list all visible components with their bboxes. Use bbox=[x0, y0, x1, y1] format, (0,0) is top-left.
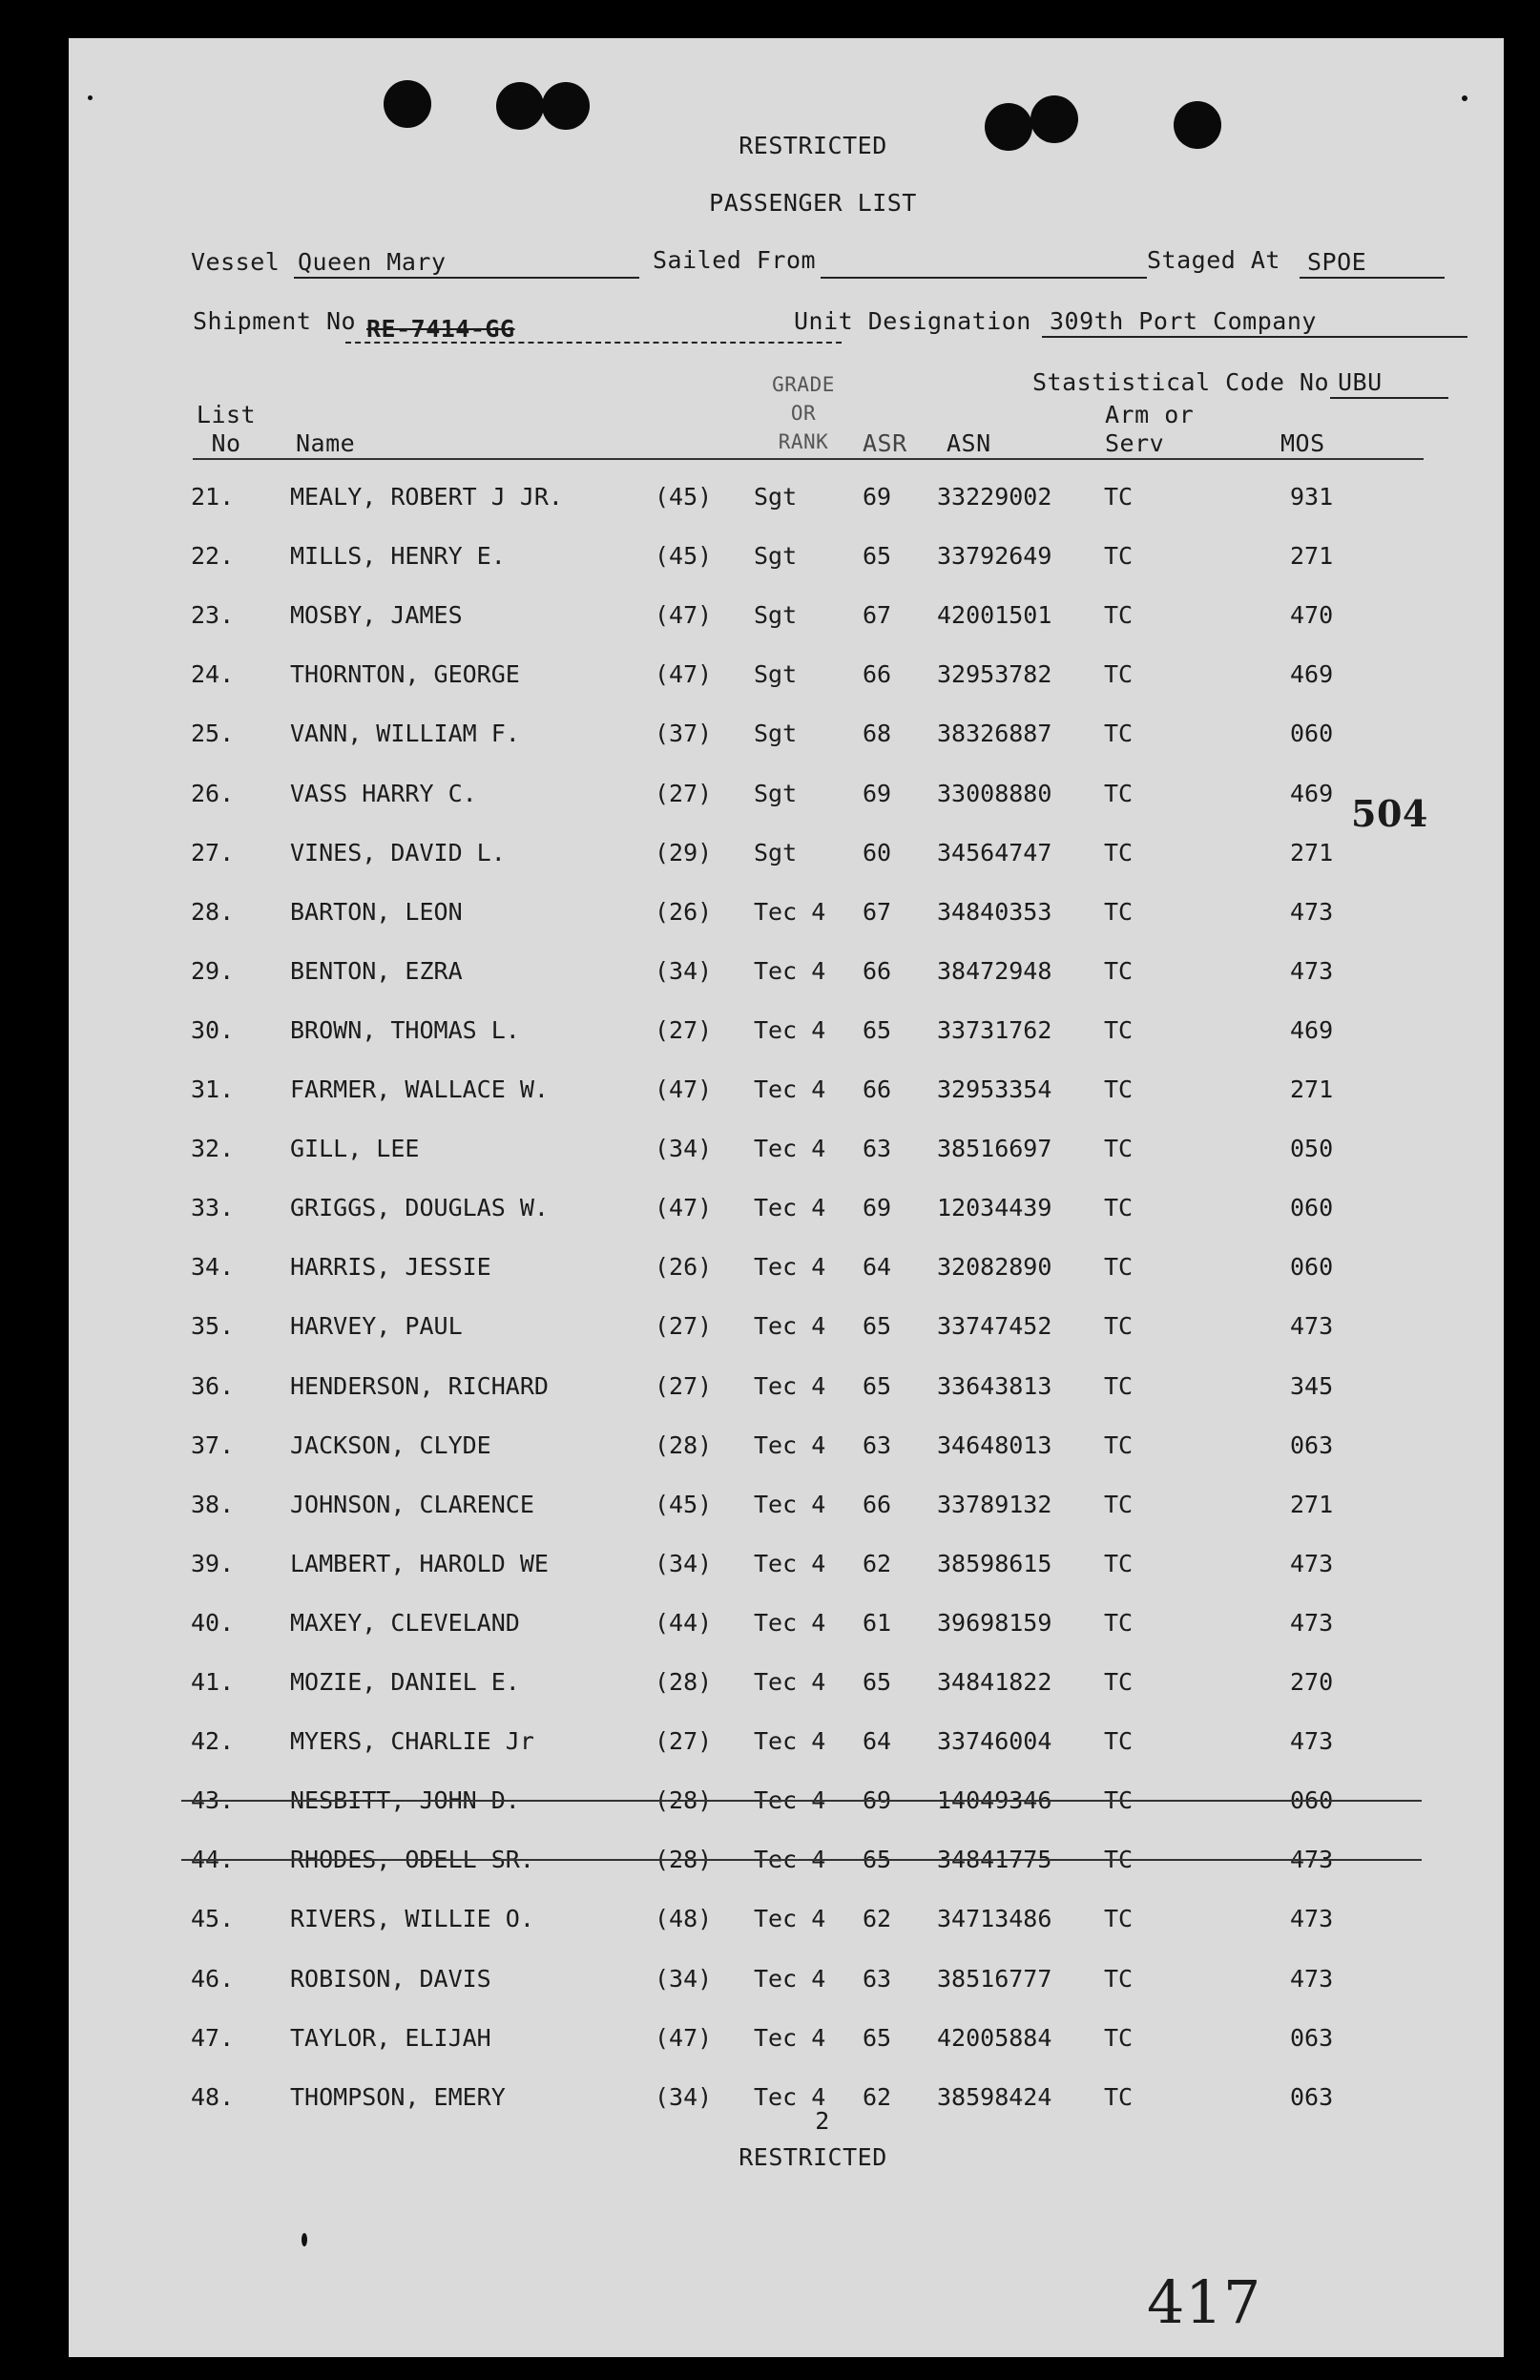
arm-cell: TC bbox=[1104, 1015, 1134, 1044]
stamp-number: 504 bbox=[1351, 792, 1428, 835]
arm-cell: TC bbox=[1104, 1194, 1134, 1222]
table-row bbox=[69, 1135, 1504, 1173]
rank-cell: Tec 4 bbox=[754, 1786, 826, 1815]
list-no-cell: 27. bbox=[191, 838, 235, 866]
list-no-cell: 38. bbox=[191, 1490, 235, 1518]
vessel-label: Vessel bbox=[191, 248, 281, 276]
asn-cell: 33643813 bbox=[937, 1371, 1052, 1400]
asn-cell: 33792649 bbox=[937, 542, 1052, 571]
age-cell: (48) bbox=[655, 1905, 713, 1933]
mos-cell: 470 bbox=[1290, 601, 1334, 630]
rank-cell: Sgt bbox=[754, 838, 798, 866]
asr-cell: 65 bbox=[863, 542, 892, 571]
table-row bbox=[69, 1253, 1504, 1291]
punch-hole-icon bbox=[384, 80, 431, 128]
rank-cell: Tec 4 bbox=[754, 1727, 826, 1756]
asn-cell: 34564747 bbox=[937, 838, 1052, 866]
asr-cell: 65 bbox=[863, 1015, 892, 1044]
list-no-cell: 43. bbox=[191, 1786, 235, 1815]
asn-cell: 42005884 bbox=[937, 2023, 1052, 2052]
table-row bbox=[69, 839, 1504, 877]
table-row bbox=[69, 898, 1504, 936]
arm-cell: TC bbox=[1104, 1608, 1134, 1637]
stat-code-underline bbox=[1330, 397, 1448, 399]
asr-cell: 64 bbox=[863, 1727, 892, 1756]
rank-cell: Tec 4 bbox=[754, 1015, 826, 1044]
asn-cell: 38516777 bbox=[937, 1964, 1052, 1993]
age-cell: (45) bbox=[655, 483, 713, 511]
shipment-underline bbox=[345, 342, 842, 344]
rank-cell: Tec 4 bbox=[754, 1312, 826, 1341]
age-cell: (27) bbox=[655, 1727, 713, 1756]
table-row bbox=[69, 2083, 1504, 2121]
list-no-cell: 23. bbox=[191, 601, 235, 630]
col-asn: ASN bbox=[947, 429, 991, 457]
table-row bbox=[69, 1312, 1504, 1350]
asn-cell: 33789132 bbox=[937, 1490, 1052, 1518]
age-cell: (34) bbox=[655, 1135, 713, 1163]
list-no-cell: 24. bbox=[191, 660, 235, 689]
table-row bbox=[69, 2024, 1504, 2062]
asr-cell: 64 bbox=[863, 1253, 892, 1282]
list-no-cell: 26. bbox=[191, 779, 235, 807]
name-cell: MOZIE, DANIEL E. bbox=[290, 1668, 520, 1696]
classification-bottom: RESTRICTED bbox=[739, 2143, 887, 2171]
asn-cell: 34841822 bbox=[937, 1668, 1052, 1696]
vessel-value: Queen Mary bbox=[298, 248, 447, 276]
asn-cell: 33008880 bbox=[937, 779, 1052, 807]
punch-hole-icon bbox=[496, 82, 544, 130]
mos-cell: 469 bbox=[1290, 1015, 1334, 1044]
rank-cell: Tec 4 bbox=[754, 1253, 826, 1282]
arm-cell: TC bbox=[1104, 1727, 1134, 1756]
table-row bbox=[69, 483, 1504, 521]
unit-value: 309th Port Company bbox=[1050, 307, 1317, 335]
rank-cell: Tec 4 bbox=[754, 1371, 826, 1400]
rank-cell: Sgt bbox=[754, 483, 798, 511]
col-arm: Arm or Serv bbox=[1105, 401, 1195, 457]
arm-cell: TC bbox=[1104, 1846, 1134, 1874]
age-cell: (29) bbox=[655, 838, 713, 866]
age-cell: (27) bbox=[655, 1312, 713, 1341]
table-row bbox=[69, 1194, 1504, 1232]
age-cell: (45) bbox=[655, 542, 713, 571]
mos-cell: 060 bbox=[1290, 1786, 1334, 1815]
name-cell: MEALY, ROBERT J JR. bbox=[290, 483, 563, 511]
handwritten-number: 417 bbox=[1147, 2267, 1261, 2337]
asr-cell: 62 bbox=[863, 1549, 892, 1577]
arm-cell: TC bbox=[1104, 1964, 1134, 1993]
table-row bbox=[69, 720, 1504, 758]
asn-cell: 32082890 bbox=[937, 1253, 1052, 1282]
asr-cell: 65 bbox=[863, 1371, 892, 1400]
table-row bbox=[69, 1609, 1504, 1647]
arm-cell: TC bbox=[1104, 1135, 1134, 1163]
arm-cell: TC bbox=[1104, 897, 1134, 926]
asn-cell: 32953782 bbox=[937, 660, 1052, 689]
age-cell: (47) bbox=[655, 2023, 713, 2052]
name-cell: THORNTON, GEORGE bbox=[290, 660, 520, 689]
rank-cell: Sgt bbox=[754, 720, 798, 748]
header-rule bbox=[193, 458, 1424, 460]
list-no-cell: 22. bbox=[191, 542, 235, 571]
name-cell: JACKSON, CLYDE bbox=[290, 1430, 491, 1459]
list-no-cell: 31. bbox=[191, 1075, 235, 1103]
age-cell: (28) bbox=[655, 1846, 713, 1874]
document-title: PASSENGER LIST bbox=[709, 189, 917, 217]
rank-cell: Tec 4 bbox=[754, 1608, 826, 1637]
asr-cell: 65 bbox=[863, 2023, 892, 2052]
age-cell: (28) bbox=[655, 1786, 713, 1815]
arm-cell: TC bbox=[1104, 2082, 1134, 2111]
mos-cell: 931 bbox=[1290, 483, 1334, 511]
rank-cell: Tec 4 bbox=[754, 1194, 826, 1222]
name-cell: RHODES, ODELL SR. bbox=[290, 1846, 534, 1874]
arm-cell: TC bbox=[1104, 838, 1134, 866]
rank-cell: Tec 4 bbox=[754, 1668, 826, 1696]
col-mos: MOS bbox=[1280, 429, 1325, 457]
asr-cell: 62 bbox=[863, 1905, 892, 1933]
col-grade: GRADE OR RANK bbox=[772, 373, 835, 453]
rank-cell: Sgt bbox=[754, 542, 798, 571]
age-cell: (34) bbox=[655, 1964, 713, 1993]
table-row bbox=[69, 601, 1504, 639]
list-no-cell: 41. bbox=[191, 1668, 235, 1696]
mos-cell: 060 bbox=[1290, 1253, 1334, 1282]
mos-cell: 473 bbox=[1290, 1549, 1334, 1577]
list-no-cell: 34. bbox=[191, 1253, 235, 1282]
stat-code-label: Stastistical Code No bbox=[1032, 368, 1330, 396]
table-row bbox=[69, 542, 1504, 580]
speck bbox=[1462, 95, 1467, 101]
unit-label: Unit Designation bbox=[794, 307, 1031, 335]
age-cell: (45) bbox=[655, 1490, 713, 1518]
rank-cell: Sgt bbox=[754, 660, 798, 689]
mos-cell: 271 bbox=[1290, 838, 1334, 866]
table-row bbox=[69, 1965, 1504, 2003]
age-cell: (26) bbox=[655, 897, 713, 926]
table-row bbox=[69, 1846, 1504, 1884]
age-cell: (34) bbox=[655, 2082, 713, 2111]
col-name: Name bbox=[296, 429, 356, 457]
age-cell: (26) bbox=[655, 1253, 713, 1282]
asn-cell: 38598424 bbox=[937, 2082, 1052, 2111]
mos-cell: 473 bbox=[1290, 1608, 1334, 1637]
rank-cell: Tec 4 bbox=[754, 1905, 826, 1933]
mos-cell: 473 bbox=[1290, 1727, 1334, 1756]
list-no-cell: 30. bbox=[191, 1015, 235, 1044]
age-cell: (34) bbox=[655, 1549, 713, 1577]
mos-cell: 063 bbox=[1290, 2023, 1334, 2052]
age-cell: (27) bbox=[655, 1015, 713, 1044]
rank-cell: Tec 4 bbox=[754, 956, 826, 985]
asr-cell: 65 bbox=[863, 1846, 892, 1874]
sailed-from-underline bbox=[821, 277, 1147, 279]
arm-cell: TC bbox=[1104, 1253, 1134, 1282]
asn-cell: 34840353 bbox=[937, 897, 1052, 926]
list-no-cell: 44. bbox=[191, 1846, 235, 1874]
age-cell: (27) bbox=[655, 779, 713, 807]
name-cell: BENTON, EZRA bbox=[290, 956, 463, 985]
name-cell: MAXEY, CLEVELAND bbox=[290, 1608, 520, 1637]
arm-cell: TC bbox=[1104, 1075, 1134, 1103]
asr-cell: 69 bbox=[863, 779, 892, 807]
list-no-cell: 25. bbox=[191, 720, 235, 748]
staged-at-underline bbox=[1300, 277, 1445, 279]
list-no-cell: 36. bbox=[191, 1371, 235, 1400]
asr-cell: 65 bbox=[863, 1312, 892, 1341]
age-cell: (27) bbox=[655, 1371, 713, 1400]
rank-cell: Tec 4 bbox=[754, 1430, 826, 1459]
stat-code-value: UBU bbox=[1338, 368, 1383, 396]
rank-cell: Tec 4 bbox=[754, 1964, 826, 1993]
mos-cell: 063 bbox=[1290, 2082, 1334, 2111]
asr-cell: 63 bbox=[863, 1430, 892, 1459]
table-row bbox=[69, 1668, 1504, 1706]
rank-cell: Tec 4 bbox=[754, 897, 826, 926]
age-cell: (34) bbox=[655, 956, 713, 985]
arm-cell: TC bbox=[1104, 1786, 1134, 1815]
vessel-underline bbox=[294, 277, 639, 279]
list-no-cell: 42. bbox=[191, 1727, 235, 1756]
list-no-cell: 33. bbox=[191, 1194, 235, 1222]
arm-cell: TC bbox=[1104, 1312, 1134, 1341]
mos-cell: 345 bbox=[1290, 1371, 1334, 1400]
rank-cell: Tec 4 bbox=[754, 1549, 826, 1577]
rank-cell: Tec 4 bbox=[754, 2023, 826, 2052]
list-no-cell: 29. bbox=[191, 956, 235, 985]
name-cell: BARTON, LEON bbox=[290, 897, 463, 926]
age-cell: (47) bbox=[655, 660, 713, 689]
name-cell: TAYLOR, ELIJAH bbox=[290, 2023, 491, 2052]
asr-cell: 66 bbox=[863, 1075, 892, 1103]
speck bbox=[302, 2233, 307, 2246]
asr-cell: 60 bbox=[863, 838, 892, 866]
asr-cell: 65 bbox=[863, 1668, 892, 1696]
age-cell: (44) bbox=[655, 1608, 713, 1637]
name-cell: BROWN, THOMAS L. bbox=[290, 1015, 520, 1044]
table-row bbox=[69, 957, 1504, 995]
mos-cell: 271 bbox=[1290, 1075, 1334, 1103]
asr-cell: 67 bbox=[863, 897, 892, 926]
rank-cell: Tec 4 bbox=[754, 1490, 826, 1518]
punch-hole-icon bbox=[1030, 95, 1078, 143]
table-row bbox=[69, 1905, 1504, 1943]
list-no-cell: 35. bbox=[191, 1312, 235, 1341]
arm-cell: TC bbox=[1104, 1490, 1134, 1518]
shipment-label: Shipment No bbox=[193, 307, 357, 335]
asr-cell: 69 bbox=[863, 1786, 892, 1815]
mos-cell: 469 bbox=[1290, 779, 1334, 807]
table-row bbox=[69, 660, 1504, 699]
col-asr: ASR bbox=[863, 429, 907, 457]
age-cell: (28) bbox=[655, 1430, 713, 1459]
speck bbox=[88, 95, 93, 100]
table-row bbox=[69, 1075, 1504, 1114]
asr-cell: 62 bbox=[863, 2082, 892, 2111]
mos-cell: 473 bbox=[1290, 1846, 1334, 1874]
name-cell: LAMBERT, HAROLD WE bbox=[290, 1549, 549, 1577]
arm-cell: TC bbox=[1104, 1430, 1134, 1459]
name-cell: HARVEY, PAUL bbox=[290, 1312, 463, 1341]
asr-cell: 69 bbox=[863, 483, 892, 511]
name-cell: GILL, LEE bbox=[290, 1135, 420, 1163]
arm-cell: TC bbox=[1104, 542, 1134, 571]
asr-cell: 66 bbox=[863, 956, 892, 985]
age-cell: (47) bbox=[655, 1075, 713, 1103]
mos-cell: 060 bbox=[1290, 1194, 1334, 1222]
name-cell: THOMPSON, EMERY bbox=[290, 2082, 506, 2111]
punch-hole-icon bbox=[1174, 101, 1221, 149]
asr-cell: 63 bbox=[863, 1135, 892, 1163]
name-cell: FARMER, WALLACE W. bbox=[290, 1075, 549, 1103]
table-row bbox=[69, 780, 1504, 818]
asn-cell: 14049346 bbox=[937, 1786, 1052, 1815]
shipment-value: RE-7414-GG bbox=[366, 315, 515, 343]
list-no-cell: 45. bbox=[191, 1905, 235, 1933]
rank-cell: Tec 4 bbox=[754, 1075, 826, 1103]
asn-cell: 38472948 bbox=[937, 956, 1052, 985]
mos-cell: 473 bbox=[1290, 1312, 1334, 1341]
list-no-cell: 37. bbox=[191, 1430, 235, 1459]
asn-cell: 34841775 bbox=[937, 1846, 1052, 1874]
name-cell: ROBISON, DAVIS bbox=[290, 1964, 491, 1993]
table-row bbox=[69, 1491, 1504, 1529]
asn-cell: 33746004 bbox=[937, 1727, 1052, 1756]
asn-cell: 42001501 bbox=[937, 601, 1052, 630]
list-no-cell: 47. bbox=[191, 2023, 235, 2052]
rank-cell: Sgt bbox=[754, 779, 798, 807]
name-cell: MOSBY, JAMES bbox=[290, 601, 463, 630]
arm-cell: TC bbox=[1104, 601, 1134, 630]
rank-cell: Tec 4 bbox=[754, 2082, 826, 2111]
list-no-cell: 48. bbox=[191, 2082, 235, 2111]
arm-cell: TC bbox=[1104, 1371, 1134, 1400]
asr-cell: 63 bbox=[863, 1964, 892, 1993]
name-cell: JOHNSON, CLARENCE bbox=[290, 1490, 534, 1518]
name-cell: RIVERS, WILLIE O. bbox=[290, 1905, 534, 1933]
table-row bbox=[69, 1016, 1504, 1054]
mos-cell: 060 bbox=[1290, 720, 1334, 748]
age-cell: (37) bbox=[655, 720, 713, 748]
list-no-cell: 39. bbox=[191, 1549, 235, 1577]
asr-cell: 69 bbox=[863, 1194, 892, 1222]
name-cell: NESBITT, JOHN D. bbox=[290, 1786, 520, 1815]
staged-at-value: SPOE bbox=[1307, 248, 1367, 276]
name-cell: VINES, DAVID L. bbox=[290, 838, 506, 866]
asr-cell: 68 bbox=[863, 720, 892, 748]
list-no-cell: 46. bbox=[191, 1964, 235, 1993]
classification-top: RESTRICTED bbox=[739, 132, 887, 159]
asr-cell: 66 bbox=[863, 1490, 892, 1518]
mos-cell: 473 bbox=[1290, 897, 1334, 926]
asr-cell: 67 bbox=[863, 601, 892, 630]
mos-cell: 473 bbox=[1290, 1964, 1334, 1993]
asn-cell: 33747452 bbox=[937, 1312, 1052, 1341]
table-row bbox=[69, 1786, 1504, 1825]
asn-cell: 34713486 bbox=[937, 1905, 1052, 1933]
arm-cell: TC bbox=[1104, 1549, 1134, 1577]
name-cell: HENDERSON, RICHARD bbox=[290, 1371, 549, 1400]
arm-cell: TC bbox=[1104, 2023, 1134, 2052]
mos-cell: 271 bbox=[1290, 542, 1334, 571]
mos-cell: 271 bbox=[1290, 1490, 1334, 1518]
mos-cell: 469 bbox=[1290, 660, 1334, 689]
table-row bbox=[69, 1431, 1504, 1470]
mos-cell: 063 bbox=[1290, 1430, 1334, 1459]
asn-cell: 38598615 bbox=[937, 1549, 1052, 1577]
age-cell: (47) bbox=[655, 1194, 713, 1222]
list-no-cell: 21. bbox=[191, 483, 235, 511]
table-row bbox=[69, 1372, 1504, 1410]
asn-cell: 38326887 bbox=[937, 720, 1052, 748]
asn-cell: 32953354 bbox=[937, 1075, 1052, 1103]
staged-at-label: Staged At bbox=[1147, 246, 1280, 274]
arm-cell: TC bbox=[1104, 779, 1134, 807]
arm-cell: TC bbox=[1104, 1668, 1134, 1696]
document-page bbox=[69, 38, 1504, 2357]
name-cell: MILLS, HENRY E. bbox=[290, 542, 506, 571]
age-cell: (47) bbox=[655, 601, 713, 630]
list-no-cell: 32. bbox=[191, 1135, 235, 1163]
rank-cell: Tec 4 bbox=[754, 1135, 826, 1163]
arm-cell: TC bbox=[1104, 483, 1134, 511]
arm-cell: TC bbox=[1104, 720, 1134, 748]
mos-cell: 473 bbox=[1290, 1905, 1334, 1933]
sailed-from-label: Sailed From bbox=[653, 246, 817, 274]
name-cell: MYERS, CHARLIE Jr bbox=[290, 1727, 534, 1756]
asn-cell: 39698159 bbox=[937, 1608, 1052, 1637]
asr-cell: 66 bbox=[863, 660, 892, 689]
list-no-cell: 28. bbox=[191, 897, 235, 926]
asn-cell: 34648013 bbox=[937, 1430, 1052, 1459]
asr-cell: 61 bbox=[863, 1608, 892, 1637]
age-cell: (28) bbox=[655, 1668, 713, 1696]
asn-cell: 38516697 bbox=[937, 1135, 1052, 1163]
punch-hole-icon bbox=[542, 82, 590, 130]
name-cell: VANN, WILLIAM F. bbox=[290, 720, 520, 748]
unit-underline bbox=[1042, 336, 1467, 338]
page-number: 2 bbox=[815, 2107, 830, 2135]
rank-cell: Sgt bbox=[754, 601, 798, 630]
mos-cell: 270 bbox=[1290, 1668, 1334, 1696]
arm-cell: TC bbox=[1104, 1905, 1134, 1933]
asn-cell: 33229002 bbox=[937, 483, 1052, 511]
mos-cell: 473 bbox=[1290, 956, 1334, 985]
col-list-no: List No bbox=[196, 401, 257, 457]
asn-cell: 33731762 bbox=[937, 1015, 1052, 1044]
mos-cell: 050 bbox=[1290, 1135, 1334, 1163]
name-cell: GRIGGS, DOUGLAS W. bbox=[290, 1194, 549, 1222]
arm-cell: TC bbox=[1104, 956, 1134, 985]
asn-cell: 12034439 bbox=[937, 1194, 1052, 1222]
name-cell: HARRIS, JESSIE bbox=[290, 1253, 491, 1282]
punch-hole-icon bbox=[985, 103, 1032, 151]
rank-cell: Tec 4 bbox=[754, 1846, 826, 1874]
table-row bbox=[69, 1727, 1504, 1765]
list-no-cell: 40. bbox=[191, 1608, 235, 1637]
arm-cell: TC bbox=[1104, 660, 1134, 689]
table-row bbox=[69, 1550, 1504, 1588]
name-cell: VASS HARRY C. bbox=[290, 779, 477, 807]
